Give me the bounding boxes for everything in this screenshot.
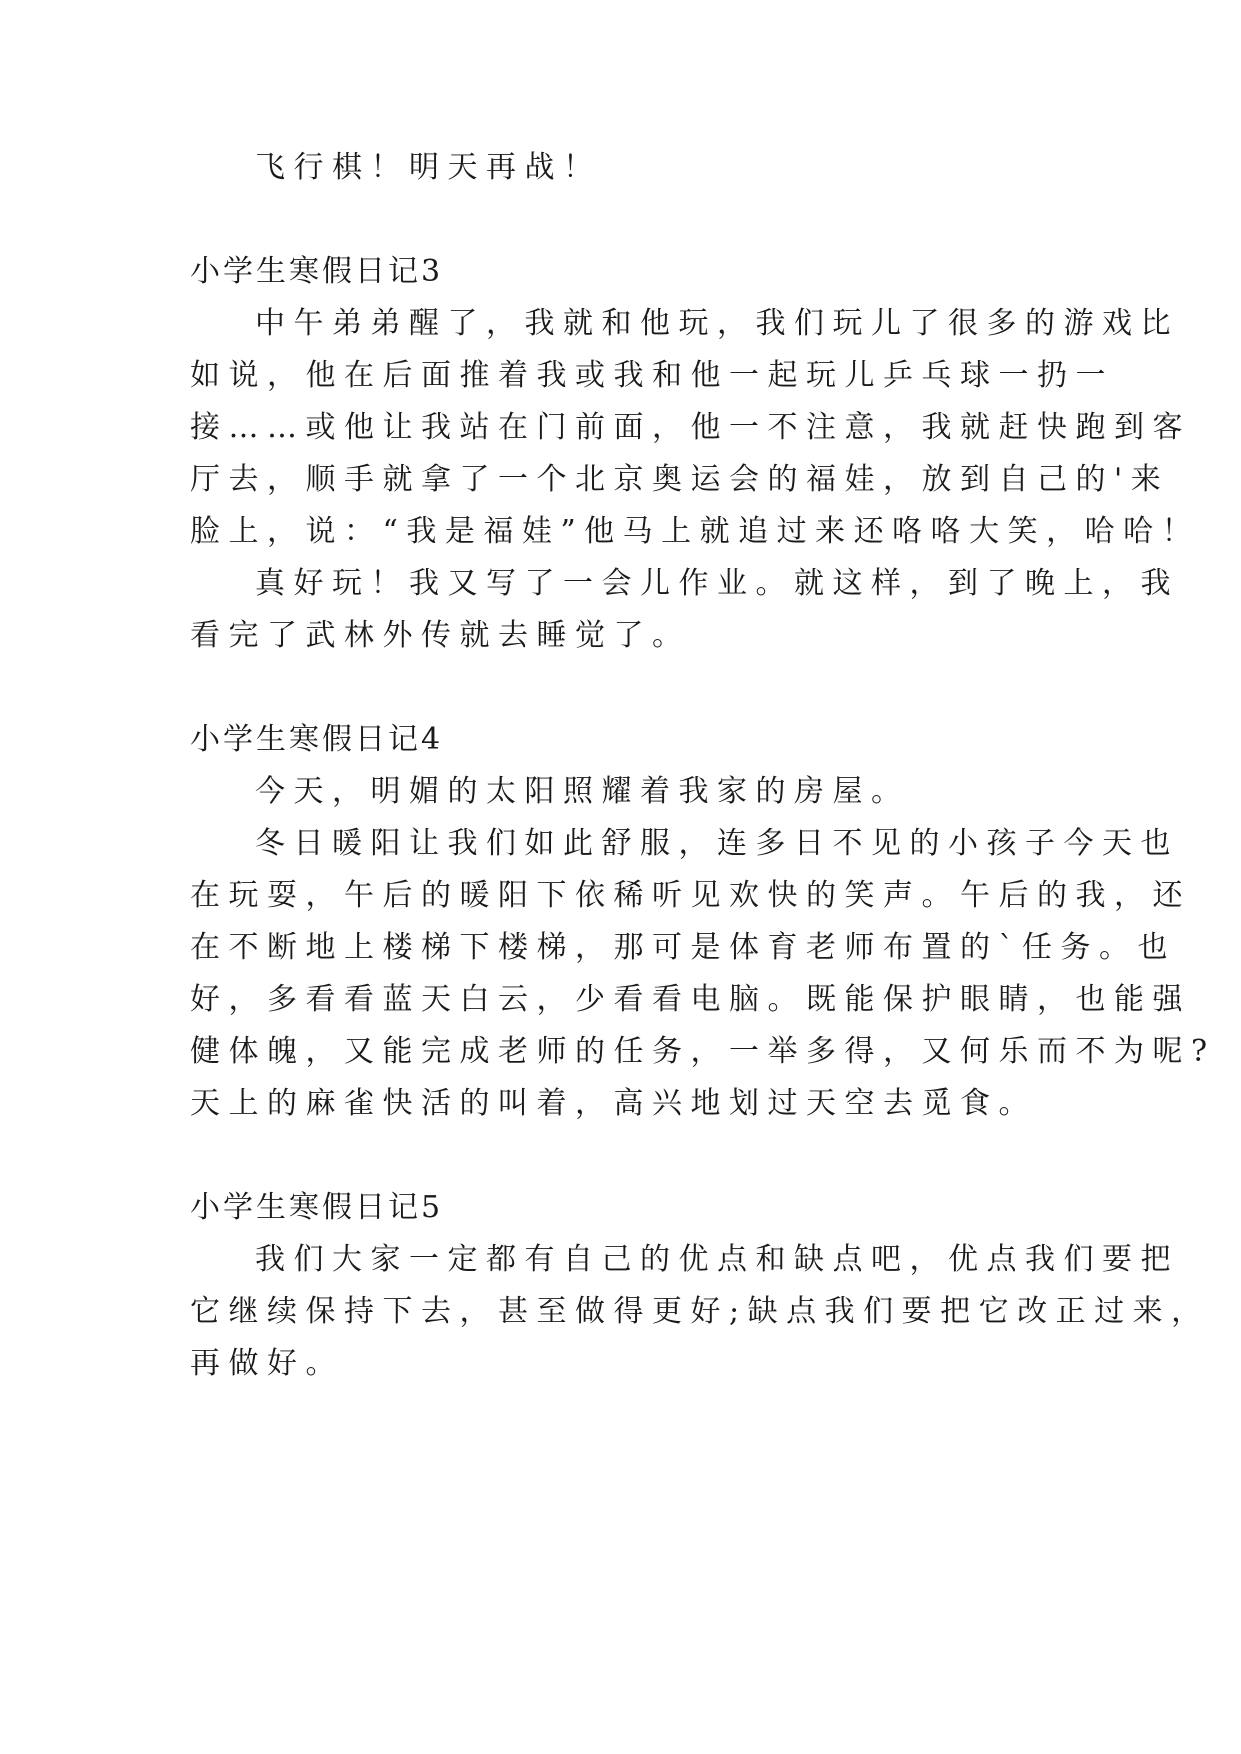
paragraph-line: 在不断地上楼梯下楼梯，那可是体育老师布置的`任务。也 [190, 930, 1176, 965]
paragraph-line: 中午弟弟醒了，我就和他玩，我们玩儿了很多的游戏比 [255, 306, 1179, 341]
paragraph-line: 在玩耍，午后的暖阳下依稀听见欢快的笑声。午后的我，还 [190, 878, 1191, 913]
paragraph-line: 厅去，顺手就拿了一个北京奥运会的福娃，放到自己的'来 [190, 462, 1170, 497]
paragraph-line: 今天，明媚的太阳照耀着我家的房屋。 [255, 774, 910, 809]
paragraph-line: 它继续保持下去，甚至做得更好;缺点我们要把它改正过来， [190, 1294, 1210, 1329]
entry-title-4: 小学生寒假日记4 [190, 722, 444, 757]
paragraph-line: 接……或他让我站在门前面，他一不注意，我就赶快跑到客 [190, 410, 1191, 445]
paragraph-line: 再做好。 [190, 1346, 344, 1381]
intro-line: 飞行棋！明天再战！ [255, 150, 602, 185]
paragraph-line: 好，多看看蓝天白云，少看看电脑。既能保护眼睛，也能强 [190, 982, 1191, 1017]
paragraph-line: 脸上，说：“我是福娃”他马上就追过来还咯咯大笑，哈哈！ [190, 514, 1201, 549]
paragraph-line: 如说，他在后面推着我或我和他一起玩儿乒乓球一扔一 [190, 358, 1114, 393]
entry-title-5: 小学生寒假日记5 [190, 1190, 444, 1225]
paragraph-line: 真好玩！我又写了一会儿作业。就这样，到了晚上，我 [255, 566, 1179, 601]
entry-title-3: 小学生寒假日记3 [190, 254, 444, 289]
paragraph-line: 我们大家一定都有自己的优点和缺点吧，优点我们要把 [255, 1242, 1179, 1277]
paragraph-line: 健体魄，又能完成老师的任务，一举多得，又何乐而不为呢? [190, 1034, 1216, 1069]
paragraph-line: 冬日暖阳让我们如此舒服，连多日不见的小孩子今天也 [255, 826, 1179, 861]
paragraph-line: 看完了武林外传就去睡觉了。 [190, 618, 691, 653]
paragraph-line: 天上的麻雀快活的叫着，高兴地划过天空去觅食。 [190, 1086, 1037, 1121]
